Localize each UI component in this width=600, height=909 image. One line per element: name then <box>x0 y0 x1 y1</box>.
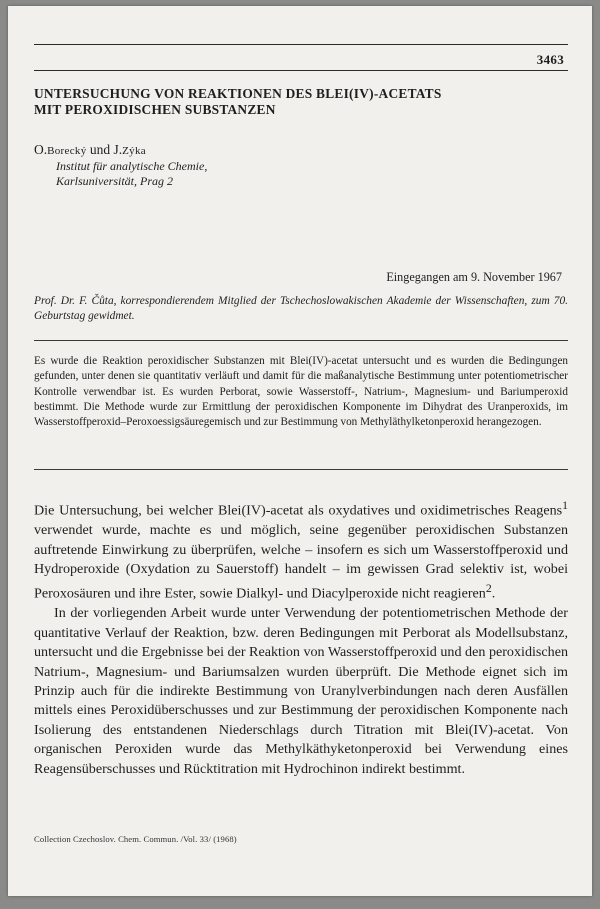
title-line-2: MIT PEROXIDISCHEN SUBSTANZEN <box>34 102 276 117</box>
author-1-name: Borecký <box>47 145 87 157</box>
affiliation-line-2: Karlsuniversität, Prag 2 <box>56 174 174 188</box>
body-text <box>34 496 568 779</box>
authors <box>34 142 146 158</box>
header-rule-lower <box>34 70 568 71</box>
abstract-rule-top <box>34 340 568 341</box>
reference-1: 1 <box>562 499 568 512</box>
paragraph-1 <box>34 496 568 604</box>
title-line-1: UNTERSUCHUNG VON REAKTIONEN DES BLEI(IV)-ACETATS <box>34 86 442 101</box>
affiliation-line-1: Institut für analytische Chemie, <box>56 159 208 173</box>
paragraph-1-part-c: . <box>491 586 496 602</box>
author-2-name: Zýka <box>122 145 146 157</box>
header-rule <box>34 44 568 45</box>
abstract-rule-bottom <box>34 469 568 470</box>
article-title <box>34 86 554 118</box>
paragraph-2: In der vorliegenden Arbeit wurde unter Verwendung der potentiometrischen Methode der quantitative Verlauf der Reaktion, bzw. deren Bedingungen mit Perborat als Modellsubstanz, untersucht und die Ergebnisse bei der Reaktion von Wasserstoffperoxid und den peroxidischen Natrium-, Magnesium- und Bariumsalzen wurden überprüft. Die Methode eignet sich im Prinzip auch für die indirekte Bestimmung von Uranylverbindungen nach deren Ausfällen mittels eines Peroxidüberschusses und zur Bestimmung der peroxidischen Komponente nach Isolierung des entstandenen Niederschlags durch Titration mit Blei(IV)-acetat. Von organischen Peroxiden wurde das Methylkäthyketonperoxid bei Verwendung eines Reagensüberschusses und Rücktitration mit Hydrochinon indirekt bestimmt. <box>34 605 568 777</box>
paragraph-1-part-b: verwendet wurde, machte es und möglich, seine gegenüber peroxidischen Substanzen auftretende Einwirkung zu überprüfen, welche – insofern es sich um Wasserstoffperoxid und Hydroperoxide (Oxydation zu Sauerstoff) handelt – im gewissen Grad selektiv ist, wobei Peroxosäuren und ihre Ester, sowie Dialkyl- und Diacylperoxide nicht reagieren <box>34 522 568 602</box>
page-number: 3463 <box>536 52 564 67</box>
author-1-initial: O. <box>34 142 48 157</box>
authors-conjunction: und <box>86 142 114 157</box>
author-2-initial: J. <box>113 142 123 157</box>
journal-citation-footer: Collection Czechoslov. Chem. Commun. /Vol. 33/ (1968) <box>34 834 237 844</box>
affiliation <box>56 159 207 189</box>
journal-page <box>8 6 592 896</box>
dedication: Prof. Dr. F. Čůta, korrespondierendem Mitglied der Tschechoslowakischen Akademie der Wissenschaften, zum 70. Geburtstag gewidmet. <box>34 295 568 322</box>
paragraph-1-part-a: Die Untersuchung, bei welcher Blei(IV)-acetat als oxydatives und oxidimetrisches Reagens <box>34 502 563 519</box>
abstract: Es wurde die Reaktion peroxidischer Substanzen mit Blei(IV)-acetat untersucht und es wurden die Bedingungen gefunden, unter denen sie quantitativ verläuft und damit für die maßanalytische Bestimmung unter potentiometrischer Kontrolle verwendbar ist. Es wurden Perborat, sowie Wasserstoff-, Natrium-, Magnesium- und Bariumperoxid bestimmt. Die Methode wurde zur Ermittlung der peroxidischen Komponente im Dihydrat des Uranperoxids, im Wasserstoffperoxid–Peroxoessigsäuregemisch und zur Bestimmung von Methyläthylketonperoxid herangezogen. <box>34 355 568 429</box>
reference-2: 2 <box>485 582 492 596</box>
received-date: Eingegangen am 9. November 1967 <box>386 270 562 284</box>
